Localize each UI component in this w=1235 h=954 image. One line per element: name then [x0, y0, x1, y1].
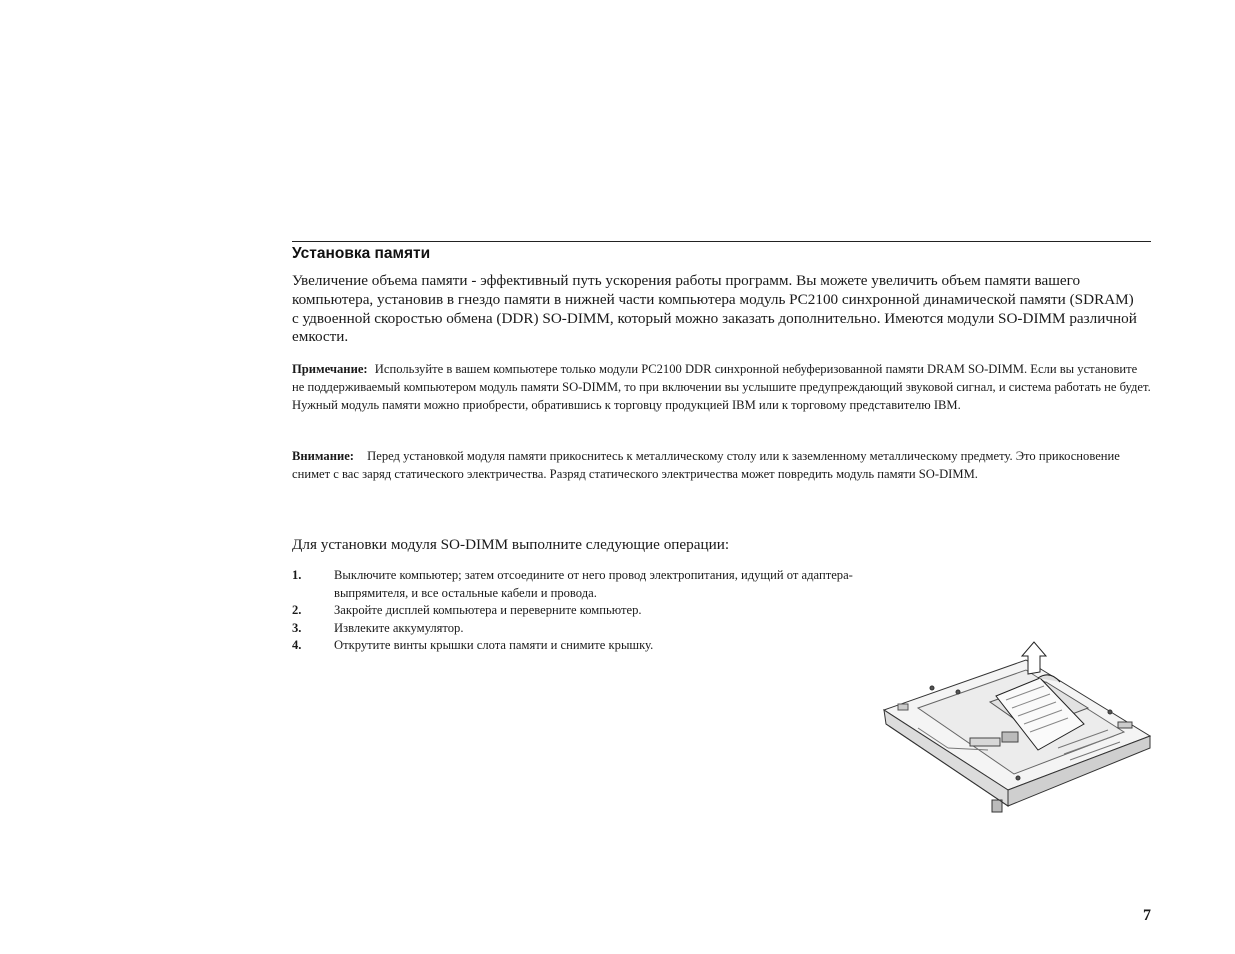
- step-number: 1.: [292, 568, 302, 582]
- step-item: [292, 602, 892, 620]
- note-block: [292, 360, 1152, 414]
- note-label: Примечание:: [292, 362, 368, 376]
- step-number: 4.: [292, 638, 302, 652]
- step-text: Выключите компьютер; затем отсоедините от него провод электропитания, идущий от адаптера-выпрямителя, и все остальные кабели и провода.: [334, 568, 853, 600]
- step-number: 3.: [292, 620, 302, 635]
- intro-paragraph: Увеличение объема памяти - эффективный путь ускорения работы программ. Вы можете увеличить объем памяти вашего компьютера, установив в гнездо памяти в нижней части компьютера модуль PC2100 синхронной динамической памяти (SDRAM) с удвоенной скоростью обмена (DDR) SO-DIMM, который можно заказать дополнительно. Имеются модули SO-DIMM различной емкости.: [292, 272, 1137, 346]
- attention-text: Перед установкой модуля памяти прикоснитесь к металлическому столу или к заземленному металлическому предмету. Это прикосновение снимет с вас заряд статического электричества. Разряд статического электричества может повредить модуль памяти SO-DIMM.: [292, 449, 1120, 481]
- section-title: Установка памяти: [292, 245, 431, 262]
- note-text: Используйте в вашем компьютере только модули PC2100 DDR синхронной небуферизованной памяти DRAM SO-DIMM. Если вы установите не поддерживаемый компьютером модуль памяти SO-DIMM, то при включении вы услышите предупреждающий звуковой сигнал, и система работать не будет. Нужный модуль памяти можно приобрести, обратившись к торговцу продукцией IBM или к торговому представителю IBM.: [292, 362, 1151, 412]
- step-text: Извлеките аккумулятор.: [334, 620, 464, 635]
- steps-intro: Для установки модуля SO-DIMM выполните следующие операции:: [292, 536, 730, 553]
- step-item: [292, 637, 892, 655]
- page-number: 7: [1143, 907, 1151, 924]
- step-text: Закройте дисплей компьютера и переверните компьютер.: [334, 603, 642, 617]
- step-item: [292, 620, 892, 638]
- step-item: [292, 567, 892, 602]
- laptop-memory-cover-icon: [878, 638, 1158, 838]
- attention-label: Внимание:: [292, 449, 354, 463]
- section-divider: [292, 241, 1151, 242]
- step-text: Открутите винты крышки слота памяти и снимите крышку.: [334, 638, 654, 652]
- laptop-underside-illustration: [878, 638, 1158, 838]
- step-number: 2.: [292, 603, 302, 617]
- attention-block: [292, 447, 1152, 483]
- steps-list: [292, 567, 892, 655]
